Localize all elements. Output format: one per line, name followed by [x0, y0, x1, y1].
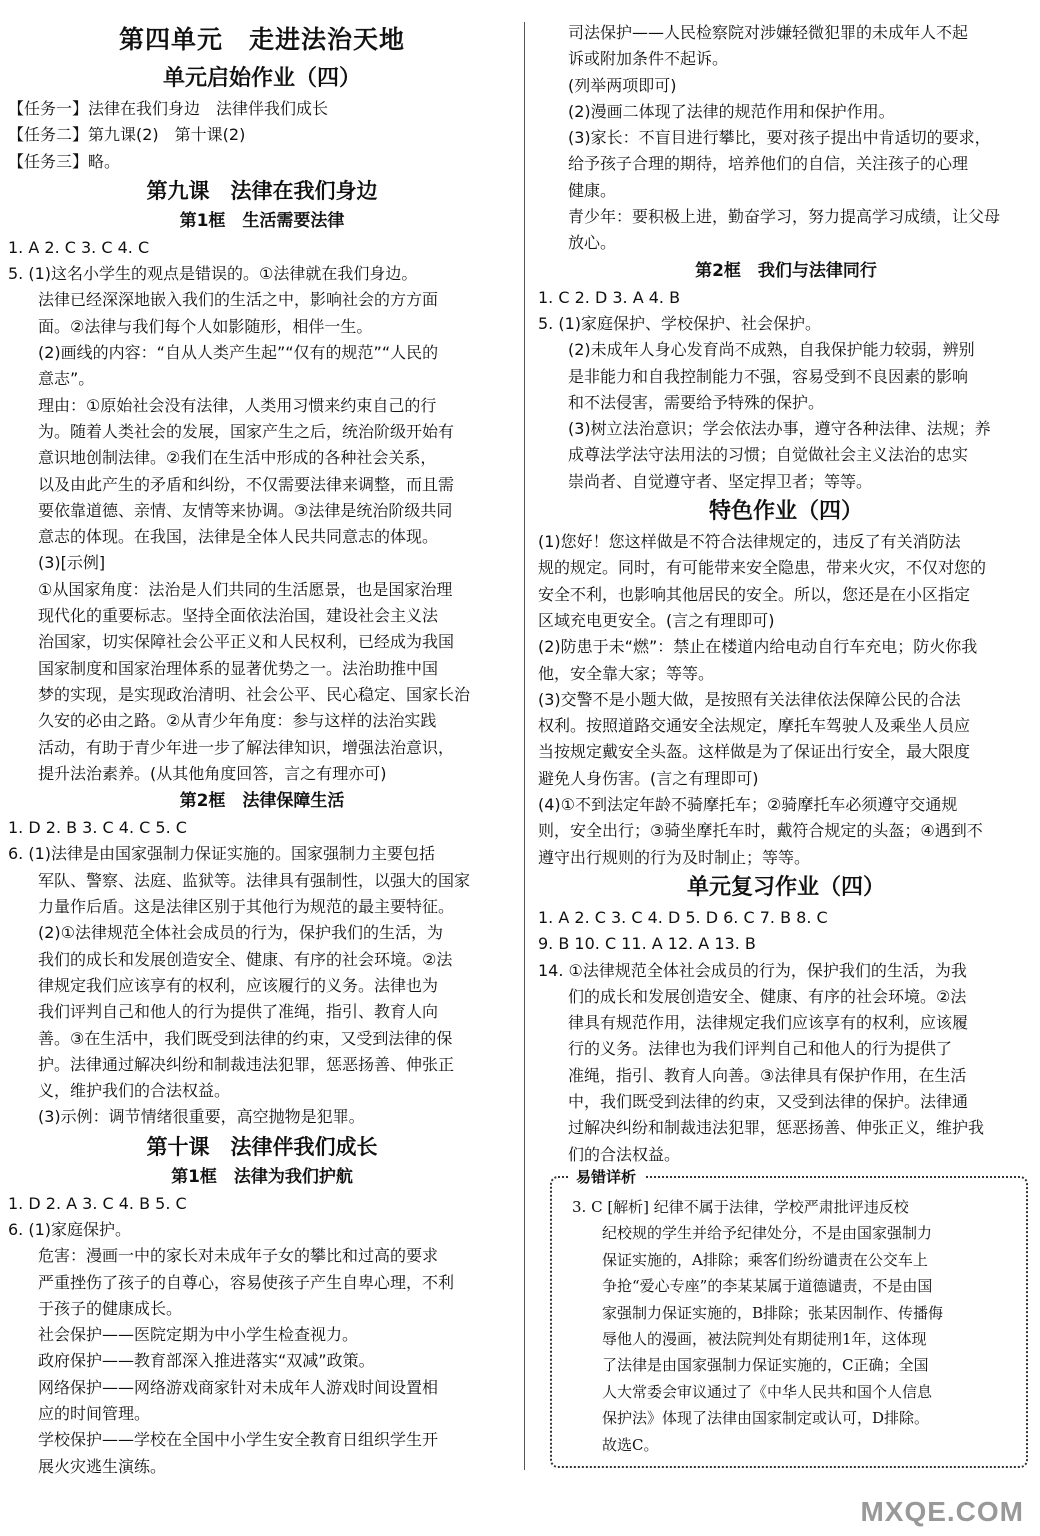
answer-line: 政府保护——教育部深入推进落实“双减”政策。	[38, 1351, 375, 1371]
answer-line: 社会保护——医院定期为中小学生检查视力。	[38, 1325, 359, 1345]
unit-start-title: 单元启始作业（四）	[162, 66, 361, 91]
frame-2-title: 第2框 法律保障生活	[179, 791, 345, 812]
answer-line: 危害：漫画一中的家长对未成年子女的攀比和过高的要求	[38, 1246, 439, 1266]
answer-line: 律具有规范作用，法律规定我们应该享有的权利，应该履	[568, 1013, 969, 1033]
answer-line: 意志的体现。在我国，法律是全体人民共同意志的体现。	[38, 527, 439, 547]
answer-line: 6. (1)家庭保护。	[8, 1219, 132, 1239]
answer-line: 中，我们既受到法律的约束，又受到法律的保护。法律通	[568, 1091, 969, 1111]
unit-review-title: 单元复习作业（四）	[686, 874, 885, 900]
answer-line: 严重挫伤了孩子的自尊心，容易使孩子产生自卑心理，不利	[38, 1272, 455, 1292]
answer-line: 们的合法权益。	[568, 1144, 681, 1164]
answer-line: (3)交警不是小题大做，是按照有关法律依法保障公民的合法	[538, 689, 961, 709]
right-column	[538, 20, 1034, 1468]
answer-line: 于孩子的健康成长。	[38, 1298, 183, 1318]
answer-line: 放心。	[568, 233, 617, 253]
answer-line: 治国家，切实保障社会公平正义和人民权利，已经成为我国	[38, 632, 455, 652]
answer-line: 护。法律通过解决纠纷和制裁违法犯罪，惩恶扬善、伸张正	[38, 1054, 455, 1074]
answer-line: 【任务三】略。	[8, 151, 121, 171]
answer-line: 规的规定。同时，有可能带来安全隐患，带来火灾，不仅对您的	[538, 558, 987, 578]
left-column	[8, 22, 516, 1480]
answer-line: 区域充电更安全。(言之有理即可)	[538, 610, 775, 630]
answer-line: 保护法》体现了法律由国家制定或认可，D排除。	[602, 1409, 930, 1428]
answer-line: 5. (1)这名小学生的观点是错误的。①法律就在我们身边。	[8, 264, 418, 284]
column-divider	[524, 22, 525, 1470]
error-analysis-box	[550, 1167, 1028, 1468]
answer-line: 遵守出行规则的行为及时制止；等等。	[538, 847, 811, 867]
answer-line: 面。②法律与我们每个人如影随形，相伴一生。	[38, 316, 373, 336]
frame-1-answers	[8, 235, 516, 787]
answer-line: (2)画线的内容：“自从人类产生起”“仅有的规范”“人民的	[38, 343, 439, 363]
answer-line: 6. (1)法律是由国家强制力保证实施的。国家强制力主要包括	[8, 844, 436, 864]
answer-line: 应的时间管理。	[38, 1404, 151, 1424]
answer-line: 崇尚者、自觉遵守者、坚定捍卫者；等等。	[568, 471, 873, 491]
answer-line: 【任务二】第九课(2) 第十课(2)	[8, 125, 246, 145]
answer-line: 司法保护——人民检察院对涉嫌轻微犯罪的未成年人不起	[568, 23, 969, 42]
answer-line: 我们的成长和发展创造安全、健康、有序的社会环境。②法	[38, 949, 453, 969]
answer-line: 则，安全出行；③骑坐摩托车时，戴符合规定的头盔；④遇到不	[538, 821, 983, 841]
error-analysis-title: 易错详析	[568, 1165, 644, 1189]
answer-line: 行的义务。法律也为我们评判自己和他人的行为提供了	[568, 1039, 953, 1059]
answer-line: 们的成长和发展创造安全、健康、有序的社会环境。②法	[568, 986, 967, 1006]
answer-line: 提升法治素养。(从其他角度回答，言之有理亦可)	[38, 763, 387, 783]
answer-line: 他，安全靠大家；等等。	[538, 663, 715, 683]
answer-line: 1. C 2. D 3. A 4. B	[538, 287, 681, 307]
answer-line: 纪校规的学生并给予纪律处分，不是由国家强制力	[602, 1224, 933, 1243]
answer-line: (2)防患于未“燃”：禁止在楼道内给电动自行车充电；防火你我	[538, 637, 978, 657]
answer-line: 争抢“爱心专座”的李某某属于道德谴责，不是由国	[602, 1277, 933, 1296]
frame-2-answers	[8, 815, 516, 1131]
answer-line: 1. A 2. C 3. C 4. D 5. D 6. C 7. B 8. C	[538, 907, 828, 927]
answer-line: 理由：①原始社会没有法律，人类用习惯来约束自己的行	[38, 395, 437, 415]
answer-line: (2)漫画二体现了法律的规范作用和保护作用。	[568, 101, 895, 121]
answer-line: 1. D 2. B 3. C 4. C 5. C	[8, 818, 187, 838]
answer-line: ①从国家角度：法治是人们共同的生活愿景，也是国家治理	[38, 579, 453, 599]
answer-line: (列举两项即可)	[568, 75, 677, 95]
answer-line: 律规定我们应该享有的权利，应该履行的义务。法律也为	[38, 975, 439, 995]
answer-line: (3)家长：不盲目进行攀比，要对孩子提出中肯适切的要求，	[568, 128, 991, 148]
answer-line: (1)您好！您这样做是不符合法律规定的，违反了有关消防法	[538, 532, 961, 552]
answer-line: 【任务一】法律在我们身边 法律伴我们成长	[8, 99, 329, 118]
frame-3-title: 第1框 法律为我们护航	[171, 1166, 353, 1187]
answer-line: 3. C [解析] 纪律不属于法律，学校严肃批评违反校	[572, 1197, 909, 1216]
answer-line: 力量作后盾。这是法律区别于其他行为规范的最主要特征。	[38, 897, 455, 917]
error-analysis-text	[572, 1194, 1016, 1458]
lesson-9-title: 第九课 法律在我们身边	[146, 178, 378, 203]
answer-line: 学校保护——学校在全国中小学生安全教育日组织学生开	[38, 1430, 439, 1450]
answer-line: 人大常委会审议通过了《中华人民共和国个人信息	[602, 1382, 933, 1401]
answer-line: (3)[示例]	[38, 553, 106, 573]
answer-line: 1. D 2. A 3. C 4. B 5. C	[8, 1193, 187, 1213]
answer-line: 义，维护我们的合法权益。	[38, 1081, 231, 1101]
answer-line: (2)①法律规范全体社会成员的行为，保护我们的生活，为	[38, 923, 444, 943]
answer-line: 准绳，指引、教育人向善。③法律具有保护作用，在生活	[568, 1065, 967, 1085]
answer-line: 给予孩子合理的期待，培养他们的自信，关注孩子的心理	[568, 154, 969, 174]
unit-title: 第四单元 走进法治天地	[118, 25, 405, 54]
answer-line: 现代化的重要标志。坚持全面依法治国，建设社会主义法	[38, 606, 439, 626]
answer-line: (4)①不到法定年龄不骑摩托车；②骑摩托车必须遵守交通规	[538, 795, 958, 815]
answer-line: (3)示例：调节情绪很重要，高空抛物是犯罪。	[38, 1107, 365, 1127]
frame-1-title: 第1框 生活需要法律	[179, 210, 345, 231]
frame-4-answers	[538, 285, 1034, 495]
answer-line: 为。随着人类社会的发展，国家产生之后，统治阶级开始有	[38, 421, 455, 441]
answer-line: 避免人身伤害。(言之有理即可)	[538, 768, 759, 788]
answer-line: 辱他人的漫画，被法院判处有期徒刑1年，这体现	[602, 1329, 927, 1348]
answer-line: 以及由此产生的矛盾和纠纷，不仅需要法律来调整，而且需	[38, 474, 455, 494]
watermark: MXQE.COM	[860, 1496, 1024, 1527]
answer-line: 意志”。	[38, 369, 95, 389]
answer-line: 健康。	[568, 180, 617, 200]
frame-3-answers	[8, 1191, 516, 1480]
answer-line: 安全不利，也影响其他居民的安全。所以，您还是在小区指定	[538, 584, 971, 604]
special-homework-title: 特色作业（四）	[708, 499, 863, 525]
answer-line: 梦的实现，是实现政治清明、社会公平、民心稳定、国家长治	[38, 684, 471, 704]
answer-line: 展火灾逃生演练。	[38, 1456, 167, 1476]
answer-line: 14. ①法律规范全体社会成员的行为，保护我们的生活，为我	[538, 960, 967, 980]
answer-line: 军队、警察、法庭、监狱等。法律具有强制性，以强大的国家	[38, 870, 471, 890]
special-homework-answers	[538, 529, 1034, 871]
answer-line: 1. A 2. C 3. C 4. C	[8, 237, 150, 257]
answer-line: 网络保护——网络游戏商家针对未成年人游戏时间设置相	[38, 1377, 439, 1397]
answer-line: 当按规定戴安全头盔。这样做是为了保证出行安全，最大限度	[538, 742, 971, 762]
answer-line: (3)树立法治意识；学会依法办事，遵守各种法律、法规；养	[568, 419, 991, 439]
answer-line: 国家制度和国家治理体系的显著优势之一。法治助推中国	[38, 658, 439, 678]
answer-line: 保证实施的，A排除；乘客们纷纷谴责在公交车上	[602, 1250, 928, 1269]
answer-line: 久安的必由之路。②从青少年角度：参与这样的法治实践	[38, 711, 437, 731]
task-list	[8, 96, 516, 175]
answer-line: 是非能力和自我控制能力不强，容易受到不良因素的影响	[568, 366, 969, 386]
continued-answers	[538, 20, 1034, 257]
answer-line: 青少年：要积极上进，勤奋学习，努力提高学习成绩，让父母	[568, 207, 1001, 227]
answer-line: 和不法侵害，需要给予特殊的保护。	[568, 392, 825, 412]
answer-line: 诉或附加条件不起诉。	[568, 49, 729, 69]
answer-line: 5. (1)家庭保护、学校保护、社会保护。	[538, 313, 822, 333]
answer-line: (2)未成年人身心发育尚不成熟，自我保护能力较弱，辨别	[568, 340, 975, 360]
answer-line: 了法律是由国家强制力保证实施的，C正确；全国	[602, 1356, 929, 1375]
answer-line: 故选C。	[602, 1435, 659, 1454]
answer-line: 成尊法学法守法用法的习惯；自觉做社会主义法治的忠实	[568, 445, 969, 465]
unit-review-answers	[538, 905, 1034, 1168]
frame-4-title: 第2框 我们与法律同行	[695, 260, 877, 281]
answer-line: 法律已经深深地嵌入我们的生活之中，影响社会的方方面	[38, 290, 439, 310]
answer-line: 活动，有助于青少年进一步了解法律知识，增强法治意识，	[38, 737, 455, 757]
answer-line: 家强制力保证实施的，B排除；张某因制作、传播侮	[602, 1303, 944, 1322]
answer-line: 9. B 10. C 11. A 12. A 13. B	[538, 934, 756, 954]
answer-line: 我们评判自己和他人的行为提供了准绳，指引、教育人向	[38, 1002, 439, 1022]
lesson-10-title: 第十课 法律伴我们成长	[146, 1134, 378, 1159]
answer-line: 权利。按照道路交通安全法规定，摩托车驾驶人及乘坐人员应	[538, 716, 971, 736]
answer-line: 善。③在生活中，我们既受到法律的约束，又受到法律的保	[38, 1028, 453, 1048]
answer-line: 要依靠道德、亲情、友情等来协调。③法律是统治阶级共同	[38, 500, 453, 520]
answer-line: 过解决纠纷和制裁违法犯罪，惩恶扬善、伸张正义，维护我	[568, 1118, 985, 1138]
answer-line: 意识地创制法律。②我们在生活中形成的各种社会关系，	[38, 448, 437, 468]
